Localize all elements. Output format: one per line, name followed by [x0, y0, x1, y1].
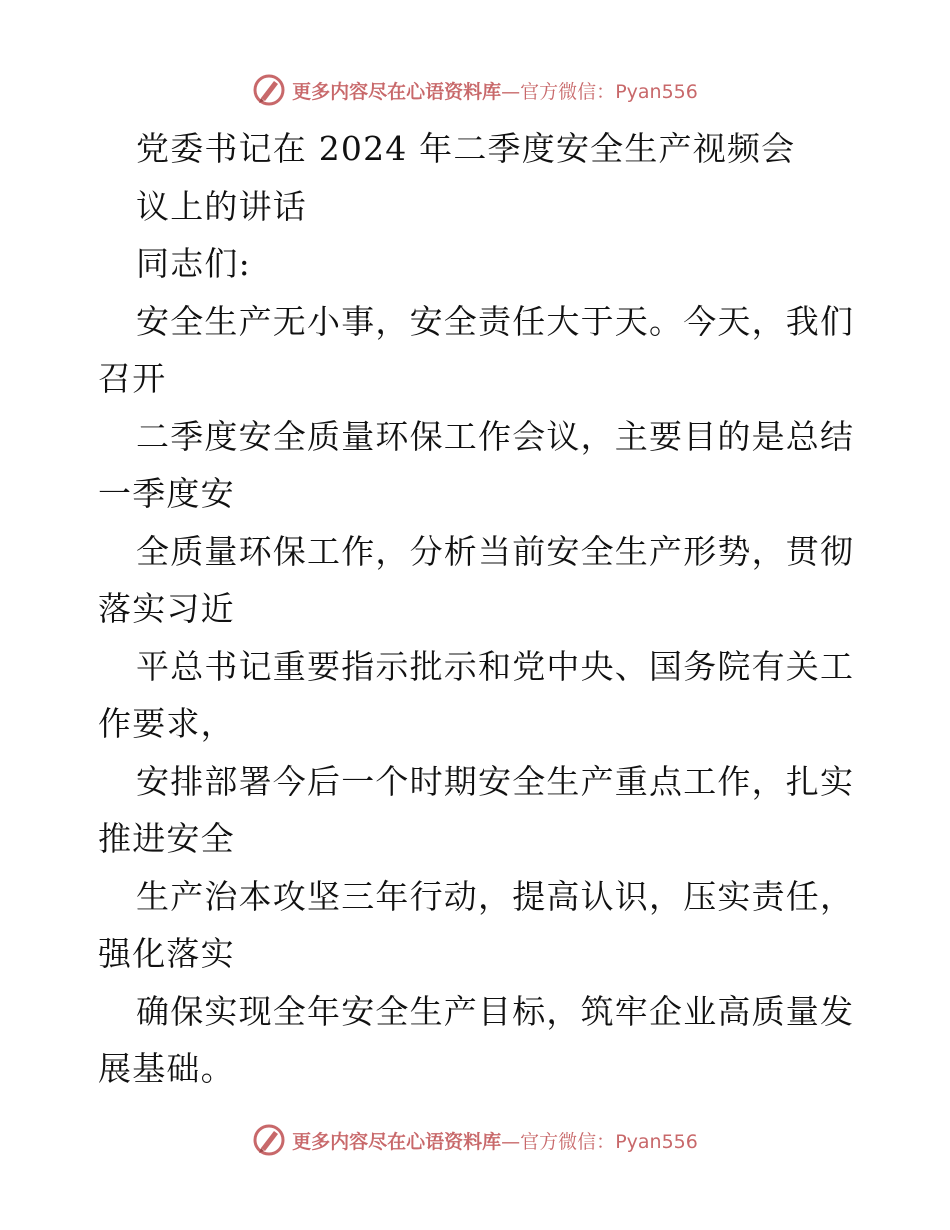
watermark-brand: 更多内容尽在心语资料库: [292, 1130, 502, 1153]
paragraph-line: 落实习近: [98, 589, 235, 628]
paragraph-line: 展基础。: [98, 1049, 235, 1088]
header-watermark: [0, 70, 950, 110]
paragraph-line: 一季度安: [98, 474, 235, 513]
paragraph-line: 确保实现全年安全生产目标，筑牢企业高质量发: [136, 991, 855, 1031]
watermark-wechat-id: Pyan556: [615, 80, 698, 103]
watermark-text: [292, 1127, 698, 1154]
document-body: [98, 120, 858, 1098]
paragraph-line: 召开: [98, 359, 167, 398]
paragraph-line: 作要求，: [98, 704, 235, 743]
pen-logo-icon: [252, 1123, 286, 1157]
paragraph-line: 安全生产无小事，安全责任大于天。今天，我们: [136, 301, 855, 341]
document-title-line: 议上的讲话: [136, 186, 307, 226]
paragraph-line: 强化落实: [98, 934, 235, 973]
paragraph-line: 平总书记重要指示批示和党中央、国务院有关工: [136, 646, 855, 686]
paragraph-line: 安排部署今后一个时期安全生产重点工作，扎实: [136, 761, 855, 801]
paragraph-line: 生产治本攻坚三年行动，提高认识，压实责任，: [136, 876, 855, 916]
document-title-line: 党委书记在 2024 年二季度安全生产视频会: [136, 129, 796, 168]
watermark-separator: —: [501, 1130, 521, 1153]
watermark-contact: 官方微信：: [520, 80, 616, 103]
watermark-brand: 更多内容尽在心语资料库: [292, 80, 502, 103]
paragraph-line: 推进安全: [98, 819, 235, 858]
watermark-text: [292, 77, 698, 104]
footer-watermark: [0, 1120, 950, 1160]
pen-logo-icon: [252, 73, 286, 107]
paragraph-line: 全质量环保工作，分析当前安全生产形势，贯彻: [136, 531, 855, 571]
paragraph-line: 二季度安全质量环保工作会议，主要目的是总结: [136, 416, 855, 456]
watermark-separator: —: [501, 80, 521, 103]
watermark-wechat-id: Pyan556: [615, 1130, 698, 1153]
paragraph-line: 同志们:: [136, 244, 251, 283]
watermark-contact: 官方微信：: [520, 1130, 616, 1153]
